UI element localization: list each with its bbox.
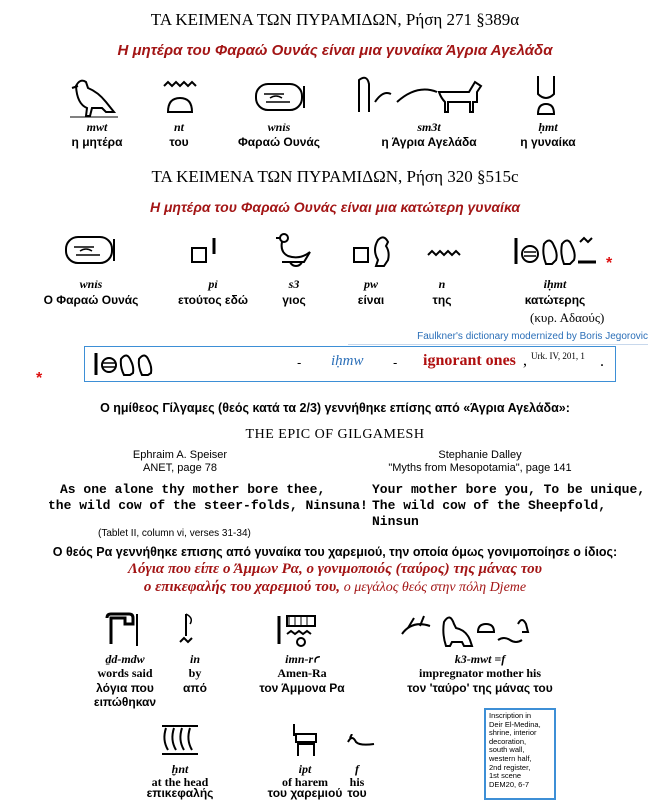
speiser-author: Ephraim A. Speiser (132, 449, 228, 461)
vulture-glyph (70, 76, 118, 118)
section2-heading: ΤΑ ΚΕΙΜΕΝΑ ΤΩΝ ΠΥΡΑΜΙΔΩΝ, Ρήση 320 §515c (151, 167, 519, 186)
ra-greek-7: του (347, 786, 367, 800)
s1-greek-4: η Άγρια Αγελάδα (381, 135, 477, 149)
ra-line-2 (0, 579, 670, 596)
s1-translit-2: nt (173, 120, 184, 134)
dict-ihmw-glyph (93, 351, 163, 377)
ra-translit-7: f (355, 762, 359, 776)
ra-translit-4: k3-mwt =f (454, 652, 506, 666)
ra-line-2a: ο επικεφαλής του χαρεμιού του, (143, 579, 340, 595)
duck-glyph (274, 232, 314, 270)
inscription-line-1: Inscription in (489, 711, 532, 720)
dict-comma: , (523, 352, 527, 369)
ra-greek-3: τον Άμμονα Ρα (259, 681, 345, 695)
inscription-line-9: DEM20, 6-7 (489, 779, 530, 789)
ra-translit-1: ḏd-mdw (105, 652, 145, 666)
s2-translit-2: pỉ (208, 277, 218, 291)
inscription-line-6: western half, (489, 753, 532, 763)
s1-greek-1: η μητέρα (71, 135, 123, 149)
gilgamesh-intro: Ο ημίθεος Γίλγαμες (θεός κατά τα 2/3) γεννήθηκε επίσης από «Άγρια Αγελάδα»: (100, 401, 570, 415)
ra-greek-6: του χαρεμιού (267, 786, 343, 800)
s2-translit-1: wnỉs (79, 277, 103, 291)
s1-greek-5: η γυναίκα (520, 135, 576, 149)
dict-dash-1: - (297, 355, 302, 370)
ra-intro: Ο θεός Ρα γεννήθηκε επισης από γυναίκα του χαρεμιού, την οποία όμως γονιμοποίησε ο ίδιος: (52, 545, 618, 559)
ipt-glyph (290, 722, 320, 758)
ra-translit-3: imn-rꜥ (285, 652, 319, 666)
in-glyph (178, 612, 198, 646)
tablet-reference: (Tablet II, column vi, verses 31-34) (98, 528, 251, 539)
s1-translit-1: mwt (86, 120, 108, 134)
ra-line-2b: ο μεγάλος θεός στην πόλη Djeme (343, 580, 527, 595)
red-star-marker-2: * (36, 370, 43, 387)
inscription-line-8: 1st scene (489, 771, 522, 781)
s2-translit-6: iḥmt (543, 277, 567, 291)
ra-translit-5: ḫnt (171, 762, 189, 776)
water-bread-glyph (162, 80, 198, 116)
pw-glyph (352, 234, 392, 268)
speiser-source: ANET, page 78 (143, 462, 217, 474)
ra-greek-4: τον 'ταύρο' της μάνας του (407, 681, 553, 695)
s1-greek-2: του (169, 135, 189, 149)
s2-greek-4: είναι (357, 293, 385, 307)
water-glyph (426, 248, 462, 258)
s2-greek-5: της (432, 293, 452, 307)
ra-english-7: his (349, 775, 365, 789)
s2-greek-1: Ο Φαραώ Ουνάς (43, 293, 139, 307)
amen-ra-glyph (275, 612, 323, 648)
ra-english-6: of harem (281, 775, 329, 789)
inscription-line-3: shrine, interior (489, 728, 537, 738)
dalley-line-2: The wild cow of the Sheepfold, (372, 498, 607, 513)
red-star-marker: * (606, 255, 613, 272)
inscription-box (484, 708, 556, 800)
dalley-author: Stephanie Dalley (438, 449, 522, 461)
s1-translit-5: ḥmt (538, 120, 558, 134)
inscription-line-2: Deir El-Medina, (489, 719, 541, 729)
s2-translit-3: s3 (288, 277, 300, 291)
inscription-line-4: decoration, (489, 736, 527, 746)
s2-greek-3: γιος (282, 293, 306, 307)
s1-translit-4: sm3t (417, 120, 441, 134)
hmt-glyph (534, 74, 558, 118)
pi-glyph (190, 236, 220, 268)
gilgamesh-title: THE EPIC OF GILGAMESH (245, 427, 425, 442)
dictionary-entry-box (84, 346, 616, 382)
dalley-source: "Myths from Mesopotamia", page 141 (388, 462, 572, 474)
section2-subtitle: Η μητέρα του Φαραώ Ουνάς είναι μια κατώτερη γυναίκα (149, 199, 521, 215)
dict-translit: iḥmw (331, 353, 364, 369)
ra-translit-6: ipt (298, 762, 312, 776)
inscription-line-5: south wall, (489, 745, 525, 755)
cartouche-unas-glyph-2 (64, 235, 118, 267)
ra-greek-5: επικεφαλής (146, 786, 214, 800)
s2-greek-6: κατώτερης (524, 293, 586, 307)
cartouche-unas-glyph (254, 82, 308, 114)
ra-greek-2: από (183, 681, 207, 695)
dalley-line-3: Ninsun (372, 514, 419, 529)
ddmdw-glyph (103, 612, 143, 648)
s2-note: (κυρ. Αδαούς) (530, 310, 605, 325)
ra-english-3: Amen-Ra (277, 666, 327, 680)
ra-english-4: impregnator mother his (419, 666, 541, 680)
section1-subtitle: Η μητέρα του Φαραώ Ουνάς είναι μια γυναίκα Άγρια Αγελάδα (117, 42, 553, 59)
inscription-line-7: 2nd register, (489, 762, 531, 772)
ra-line-1: Λόγια που είπε ο Άμμων Ρα, ο γονιμοποιός (ταύρος) της μάνας του (128, 561, 542, 577)
s2-translit-4: pw (363, 277, 378, 291)
dict-dash-2: - (393, 355, 398, 370)
speiser-line-2: the wild cow of the steer-folds, Ninsuna! (48, 498, 368, 513)
dict-meaning: ignorant ones (423, 352, 516, 369)
dalley-line-1: Your mother bore you, To be unique, (372, 482, 646, 497)
hnt-glyph (158, 722, 202, 758)
ra-english-2: by (188, 666, 202, 680)
s1-greek-3: Φαραώ Ουνάς (237, 135, 321, 149)
s2-greek-2: ετούτος εδώ (177, 293, 249, 307)
k3-mwt-glyph (398, 610, 538, 650)
dict-period: . (600, 353, 604, 370)
ra-english-1: words said (97, 666, 153, 680)
ra-greek-1a: λόγια που (96, 681, 154, 695)
ra-english-5: at the head (151, 775, 209, 789)
s2-translit-5: n (438, 277, 446, 291)
dictionary-credit: Faulkner's dictionary modernized by Boris Jegorovic (348, 330, 648, 345)
ihmt-glyph (512, 234, 600, 268)
ra-translit-2: in (189, 652, 200, 666)
sm3t-cow-glyph (355, 72, 485, 118)
s1-translit-3: wnỉs (267, 120, 291, 134)
section1-heading: ΤΑ ΚΕΙΜΕΝΑ ΤΩΝ ΠΥΡΑΜΙΔΩΝ, Ρήση 271 §389α (150, 10, 520, 29)
f-viper-glyph (346, 734, 376, 748)
ra-greek-1b: ειπώθηκαν (93, 695, 157, 709)
dict-ref: Urk. IV, 201, 1 (531, 351, 585, 361)
speiser-line-1: As one alone thy mother bore thee, (60, 482, 326, 497)
